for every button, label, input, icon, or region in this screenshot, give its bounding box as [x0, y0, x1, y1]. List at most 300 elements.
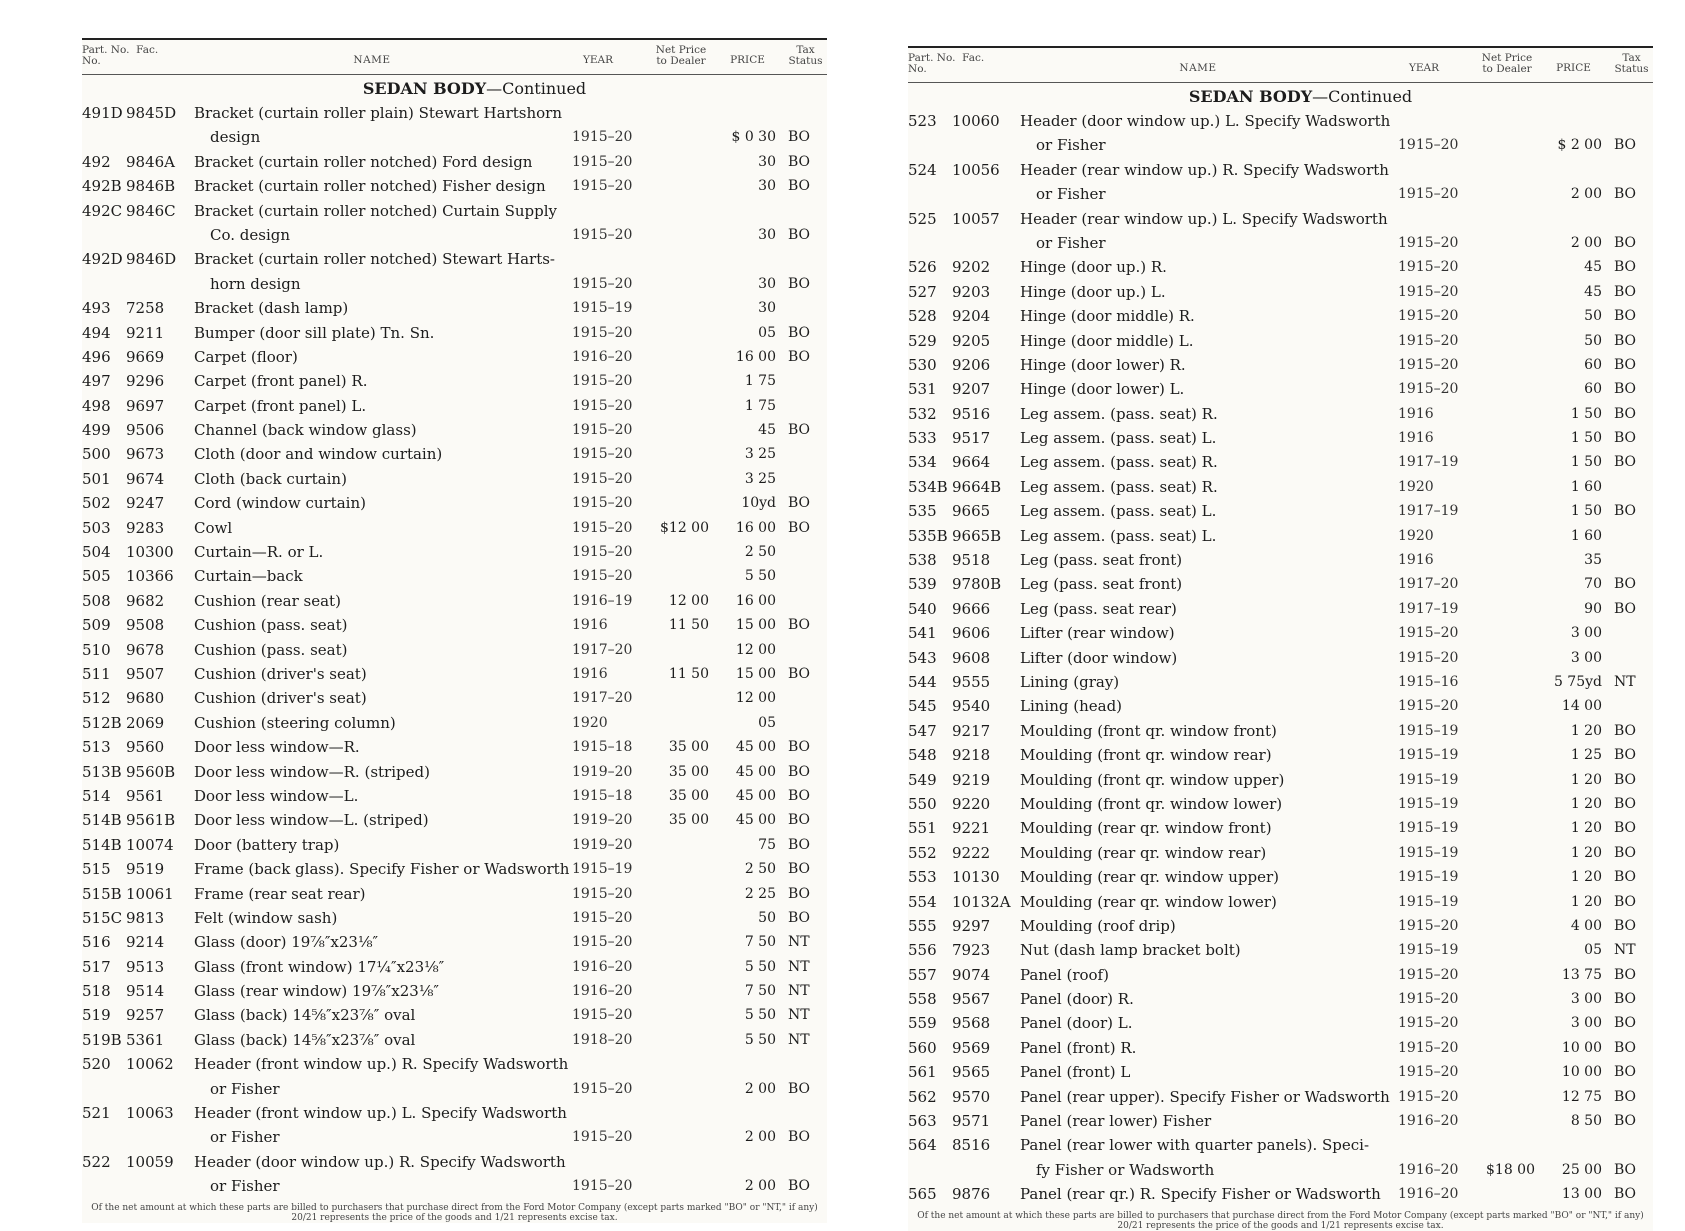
tax-status: BO	[788, 909, 811, 926]
factory-number: 9297	[952, 916, 991, 935]
year-range: 1919–20	[572, 763, 633, 780]
section-title: SEDAN BODY—Continued	[1188, 87, 1413, 106]
part-entry	[908, 377, 1653, 401]
part-entry	[908, 670, 1653, 694]
tax-status: BO	[788, 348, 811, 365]
factory-number: 9561B	[126, 811, 176, 830]
factory-number: 7258	[126, 299, 165, 318]
tax-status: BO	[1614, 893, 1637, 910]
year-range: 1915–19	[1398, 844, 1459, 861]
list-price: 16 00	[735, 592, 776, 609]
year-range: 1915–20	[572, 495, 633, 512]
tax-status: NT	[1614, 942, 1636, 959]
part-number: 494	[82, 323, 111, 342]
table-row	[82, 589, 827, 613]
part-number: 492	[82, 152, 111, 171]
part-name: Door (battery trap)	[194, 835, 340, 854]
table-row	[908, 670, 1653, 694]
tax-status: BO	[1614, 795, 1637, 812]
parts-list	[908, 109, 1653, 1207]
year-range: 1916–20	[572, 958, 633, 975]
list-price: 75	[758, 836, 776, 853]
part-number: 564	[908, 1136, 937, 1155]
table-row	[82, 345, 827, 369]
tax-status: BO	[1614, 405, 1637, 422]
year-range: 1916–20	[1398, 1186, 1459, 1203]
factory-number: 9570	[952, 1087, 991, 1106]
year-range: 1920	[572, 714, 608, 731]
factory-number: 10074	[126, 835, 174, 854]
tax-status: BO	[1614, 1186, 1637, 1203]
factory-number: 9074	[952, 965, 991, 984]
table-row	[82, 955, 827, 979]
part-name: Leg assem. (pass. seat) R.	[1020, 404, 1218, 423]
part-entry	[908, 963, 1653, 987]
part-name: Panel (rear qr.) R. Specify Fisher or Wadsworth	[1020, 1185, 1381, 1204]
factory-number: 9665	[952, 502, 991, 521]
part-number: 517	[82, 957, 111, 976]
part-number: 523	[908, 112, 937, 130]
table-row	[908, 1085, 1653, 1109]
year-range: 1915–20	[572, 470, 633, 487]
tax-status: BO	[1614, 966, 1637, 983]
left-page	[82, 38, 827, 1223]
part-name: Glass (back) 14⅝″x23⅞″ oval	[194, 1006, 416, 1025]
factory-number: 9561	[126, 786, 165, 805]
part-entry	[82, 491, 827, 515]
factory-number: 9555	[952, 672, 991, 691]
part-entry	[908, 621, 1653, 645]
year-range: 1920	[1398, 478, 1434, 495]
list-price: 2 25	[744, 885, 776, 902]
part-entry	[908, 280, 1653, 304]
part-entry	[908, 426, 1653, 450]
part-number: 553	[908, 868, 937, 887]
list-price: 35	[1584, 552, 1602, 569]
part-number: 519B	[82, 1030, 122, 1049]
list-price: 1 50	[1570, 430, 1602, 447]
part-number: 493	[82, 299, 111, 318]
list-price: 16 00	[735, 348, 776, 365]
part-name: Header (front window up.) R. Specify Wadsworth	[194, 1055, 569, 1074]
table-row	[82, 199, 827, 223]
year-range: 1915–20	[1398, 1015, 1459, 1032]
factory-number: 9202	[952, 258, 991, 277]
part-entry	[908, 841, 1653, 865]
part-number: 544	[908, 672, 937, 691]
factory-number: 9540	[952, 697, 991, 716]
part-entry	[908, 816, 1653, 840]
column-header	[82, 38, 827, 75]
part-name: Hinge (door up.) L.	[1020, 282, 1166, 301]
part-entry	[82, 516, 827, 540]
part-entry	[82, 321, 827, 345]
part-number: 539	[908, 575, 937, 594]
section-title: SEDAN BODY—Continued	[362, 79, 587, 98]
part-entry	[82, 467, 827, 491]
part-name: Glass (front window) 17¼″x23⅛″	[194, 957, 445, 976]
table-row	[82, 540, 827, 564]
factory-number: 9669	[126, 347, 165, 366]
part-entry	[908, 207, 1653, 256]
factory-number: 9514	[126, 982, 165, 1001]
factory-number: 10057	[952, 209, 1000, 228]
table-row	[908, 353, 1653, 377]
table-row	[908, 499, 1653, 523]
factory-number: 5361	[126, 1030, 165, 1049]
part-entry	[82, 857, 827, 881]
year-range: 1915–20	[572, 568, 633, 585]
list-price: 10 00	[1561, 1039, 1602, 1056]
net-price: 35 00	[668, 812, 709, 829]
header-price: PRICE	[1556, 62, 1591, 74]
table-row	[82, 638, 827, 662]
part-entry	[82, 1003, 827, 1027]
part-entry	[82, 613, 827, 637]
year-range: 1920	[1398, 527, 1434, 544]
factory-number: 9506	[126, 421, 165, 440]
part-number: 515C	[82, 908, 123, 927]
table-row	[908, 841, 1653, 865]
year-range: 1915–19	[572, 300, 633, 317]
year-range: 1917–19	[1398, 454, 1459, 471]
factory-number: 9571	[952, 1112, 991, 1131]
list-price: 1 50	[1570, 503, 1602, 520]
factory-number: 9257	[126, 1006, 165, 1025]
table-row	[82, 369, 827, 393]
year-range: 1918–20	[572, 1031, 633, 1048]
part-number: 500	[82, 445, 111, 464]
part-number: 526	[908, 258, 937, 277]
list-price: $ 0 30	[731, 129, 776, 146]
year-range: 1915–20	[572, 1178, 633, 1195]
part-entry	[82, 296, 827, 320]
net-price: 35 00	[668, 787, 709, 804]
part-name: Cloth (back curtain)	[194, 469, 347, 488]
part-number: 498	[82, 396, 111, 415]
part-entry	[82, 394, 827, 418]
tax-status: BO	[1614, 234, 1637, 251]
year-range: 1915–20	[572, 1129, 633, 1146]
part-number: 548	[908, 746, 937, 765]
table-row	[82, 467, 827, 491]
part-number: 510	[82, 640, 111, 659]
table-row	[82, 906, 827, 930]
factory-number: 9565	[952, 1063, 991, 1082]
table-row	[82, 686, 827, 710]
part-entry	[82, 784, 827, 808]
list-price: 90	[1584, 600, 1602, 617]
list-price: 13 00	[1561, 1186, 1602, 1203]
list-price: 30	[758, 178, 776, 195]
factory-number: 9846A	[126, 152, 176, 171]
net-price: $18 00	[1486, 1161, 1535, 1178]
part-number: 491D	[82, 104, 123, 122]
factory-number: 9678	[126, 640, 165, 659]
table-row	[908, 938, 1653, 962]
part-number: 499	[82, 421, 111, 440]
table-row	[908, 329, 1653, 353]
year-range: 1915–20	[1398, 917, 1459, 934]
part-number: 501	[82, 469, 111, 488]
table-row-continuation	[82, 1174, 827, 1198]
table-row	[908, 792, 1653, 816]
part-name: Panel (rear lower with quarter panels). Speci-	[1020, 1136, 1370, 1155]
factory-number: 9207	[952, 380, 991, 399]
factory-number: 10132A	[952, 892, 1011, 911]
year-range: 1916	[1398, 552, 1434, 569]
factory-number: 9204	[952, 307, 991, 326]
list-price: $ 2 00	[1557, 137, 1602, 154]
part-name: Hinge (door middle) R.	[1020, 307, 1195, 326]
part-name-continued: design	[210, 128, 261, 147]
table-row	[82, 833, 827, 857]
part-entry	[908, 1085, 1653, 1109]
table-row	[908, 475, 1653, 499]
tax-status: NT	[788, 934, 810, 951]
list-price: 1 20	[1570, 771, 1602, 788]
tax-status: BO	[1614, 991, 1637, 1008]
part-entry	[908, 158, 1653, 207]
part-name: Bracket (curtain roller notched) Fisher design	[194, 177, 546, 196]
factory-number: 9813	[126, 908, 165, 927]
part-number: 547	[908, 721, 937, 740]
part-entry	[908, 938, 1653, 962]
table-row	[908, 914, 1653, 938]
part-entry	[908, 255, 1653, 279]
part-number: 514	[82, 786, 111, 805]
factory-number: 10063	[126, 1104, 174, 1123]
list-price: 5 50	[744, 1031, 776, 1048]
factory-number: 9247	[126, 494, 165, 513]
factory-number: 10062	[126, 1055, 174, 1074]
part-entry	[82, 833, 827, 857]
factory-number: 9664B	[952, 477, 1002, 496]
factory-number: 9665B	[952, 526, 1002, 545]
table-row	[82, 882, 827, 906]
part-name: Cushion (rear seat)	[194, 591, 341, 610]
net-price: 11 50	[668, 665, 709, 682]
part-name: Leg assem. (pass. seat) L.	[1020, 526, 1217, 545]
factory-number: 9218	[952, 746, 991, 765]
list-price: 1 20	[1570, 820, 1602, 837]
part-number: 524	[908, 160, 937, 179]
part-number: 534B	[908, 477, 948, 496]
table-row	[908, 280, 1653, 304]
year-range: 1915–19	[1398, 869, 1459, 886]
table-row	[908, 816, 1653, 840]
list-price: 15 00	[735, 665, 776, 682]
factory-number: 9846D	[126, 250, 177, 269]
table-row	[82, 564, 827, 588]
list-price: 1 50	[1570, 454, 1602, 471]
part-name: Lining (head)	[1020, 697, 1123, 716]
factory-number: 9569	[952, 1038, 991, 1057]
part-name: Glass (back) 14⅝″x23⅞″ oval	[194, 1030, 416, 1049]
factory-number: 9507	[126, 664, 165, 683]
tax-status: BO	[1614, 576, 1637, 593]
part-name: Moulding (front qr. window lower)	[1020, 794, 1283, 813]
part-entry	[908, 865, 1653, 889]
table-row	[82, 735, 827, 759]
part-entry	[82, 760, 827, 784]
part-number: 515	[82, 860, 111, 879]
part-name: Leg (pass. seat rear)	[1020, 599, 1177, 618]
factory-number: 9846B	[126, 177, 176, 196]
part-number: 557	[908, 965, 937, 984]
part-name: Hinge (door middle) L.	[1020, 331, 1194, 350]
factory-number: 9283	[126, 518, 165, 537]
part-number: 538	[908, 551, 937, 570]
table-row-continuation	[908, 182, 1653, 206]
list-price: 8 50	[1570, 1113, 1602, 1130]
table-row	[82, 613, 827, 637]
factory-number: 9519	[126, 860, 165, 879]
part-name: Cowl	[194, 518, 233, 537]
table-row	[82, 321, 827, 345]
factory-number: 8516	[952, 1136, 991, 1155]
list-price: 1 20	[1570, 844, 1602, 861]
factory-number: 9217	[952, 721, 991, 740]
part-number: 561	[908, 1063, 937, 1082]
part-name-continued: or Fisher	[210, 1177, 280, 1196]
part-number: 513	[82, 738, 111, 757]
table-row	[908, 426, 1653, 450]
part-name: Moulding (rear qr. window upper)	[1020, 868, 1280, 887]
part-number: 492C	[82, 201, 123, 220]
tax-status: BO	[1614, 381, 1637, 398]
tax-status: BO	[1614, 1015, 1637, 1032]
tax-status: BO	[1614, 600, 1637, 617]
tax-status: BO	[1614, 917, 1637, 934]
part-number: 533	[908, 429, 937, 448]
factory-number: 10300	[126, 543, 174, 562]
list-price: 2 50	[744, 544, 776, 561]
factory-number: 10061	[126, 884, 174, 903]
part-number: 543	[908, 648, 937, 667]
table-row-continuation	[82, 223, 827, 247]
tax-status: NT	[788, 958, 810, 975]
part-name: Panel (front) R.	[1020, 1038, 1137, 1057]
tax-status: BO	[1614, 308, 1637, 325]
part-entry	[908, 450, 1653, 474]
factory-number: 9206	[952, 355, 991, 374]
list-price: 10yd	[741, 495, 776, 512]
list-price: 45 00	[735, 739, 776, 756]
tax-status: BO	[788, 861, 811, 878]
year-range: 1916–20	[1398, 1161, 1459, 1178]
tax-status: BO	[1614, 186, 1637, 203]
table-row	[908, 694, 1653, 718]
tax-status: BO	[1614, 1161, 1637, 1178]
part-name-continued: fy Fisher or Wadsworth	[1036, 1160, 1215, 1179]
part-entry	[82, 150, 827, 174]
table-row	[82, 174, 827, 198]
table-row	[82, 394, 827, 418]
part-name-continued: horn design	[210, 274, 301, 293]
list-price: 7 50	[744, 983, 776, 1000]
year-range: 1915–20	[572, 934, 633, 951]
part-name-continued: or Fisher	[210, 1079, 280, 1098]
factory-number: 2069	[126, 713, 165, 732]
factory-number: 9674	[126, 469, 165, 488]
part-number: 519	[82, 1006, 111, 1025]
table-row	[908, 450, 1653, 474]
year-range: 1919–20	[572, 836, 633, 853]
year-range: 1916–20	[1398, 1113, 1459, 1130]
header-net-price: Net Price to Dealer	[1481, 52, 1533, 75]
part-name: Cloth (door and window curtain)	[194, 445, 443, 464]
tax-status: BO	[788, 275, 811, 292]
part-name: Hinge (door lower) R.	[1020, 355, 1186, 374]
list-price: 2 00	[1570, 186, 1602, 203]
factory-number: 9567	[952, 990, 991, 1009]
factory-number: 9608	[952, 648, 991, 667]
part-number: 556	[908, 941, 937, 960]
year-range: 1915–19	[1398, 771, 1459, 788]
table-row	[82, 418, 827, 442]
list-price: 2 00	[744, 1178, 776, 1195]
part-number: 551	[908, 819, 937, 838]
year-range: 1915–20	[572, 519, 633, 536]
factory-number: 9516	[952, 404, 991, 423]
year-range: 1915–19	[1398, 820, 1459, 837]
table-row	[908, 255, 1653, 279]
year-range: 1915–20	[1398, 1064, 1459, 1081]
year-range: 1915–20	[1398, 308, 1459, 325]
factory-number: 10366	[126, 567, 174, 586]
list-price: 10 00	[1561, 1064, 1602, 1081]
part-entry	[908, 402, 1653, 426]
list-price: 45	[758, 422, 776, 439]
part-entry	[82, 199, 827, 248]
part-number: 540	[908, 599, 937, 618]
table-row-continuation	[82, 1077, 827, 1101]
part-entry	[908, 1011, 1653, 1035]
part-entry	[82, 638, 827, 662]
tax-status: BO	[788, 885, 811, 902]
part-number: 545	[908, 697, 937, 716]
table-row	[908, 1011, 1653, 1035]
part-number: 528	[908, 307, 937, 326]
part-entry	[908, 499, 1653, 523]
table-row	[908, 402, 1653, 426]
tax-status: BO	[1614, 332, 1637, 349]
year-range: 1915–20	[572, 275, 633, 292]
list-price: 15 00	[735, 617, 776, 634]
factory-number: 9568	[952, 1014, 991, 1033]
year-range: 1915–18	[572, 739, 633, 756]
factory-number: 9205	[952, 331, 991, 350]
year-range: 1919–20	[572, 812, 633, 829]
year-range: 1915–19	[1398, 893, 1459, 910]
list-price: 12 75	[1561, 1088, 1602, 1105]
table-row	[82, 1028, 827, 1052]
tax-status: BO	[788, 1129, 811, 1146]
year-range: 1916	[572, 617, 608, 634]
list-price: 1 75	[744, 397, 776, 414]
year-range: 1915–16	[1398, 673, 1459, 690]
part-number: 535B	[908, 526, 948, 545]
part-entry	[908, 548, 1653, 572]
part-name: Moulding (roof drip)	[1020, 916, 1176, 935]
list-price: 3 25	[744, 470, 776, 487]
part-name: Moulding (front qr. window upper)	[1020, 770, 1285, 789]
year-range: 1915–20	[572, 397, 633, 414]
list-price: 45	[1584, 259, 1602, 276]
part-name: Leg assem. (pass. seat) L.	[1020, 502, 1217, 521]
list-price: 70	[1584, 576, 1602, 593]
